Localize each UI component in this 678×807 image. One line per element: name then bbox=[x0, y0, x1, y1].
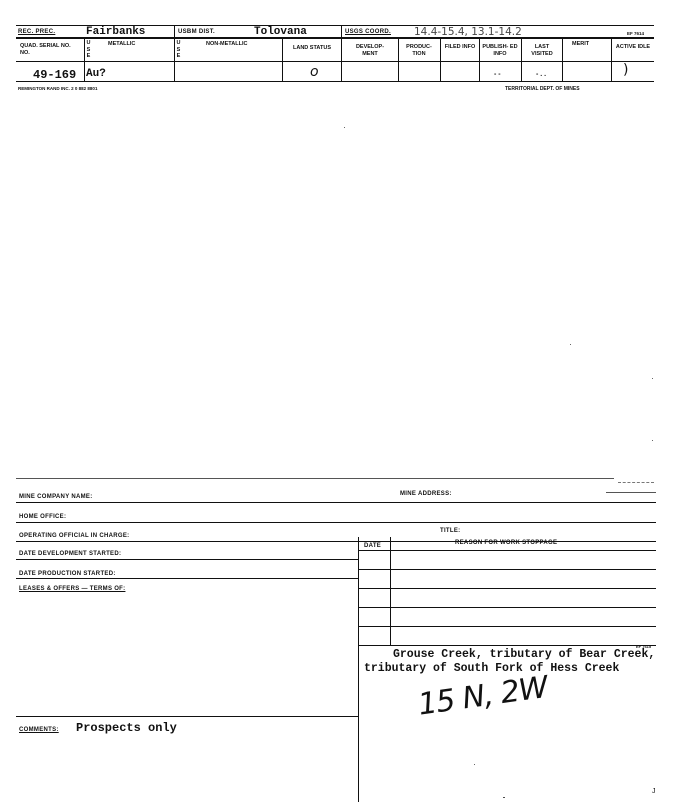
usgs-coord-value: 14.4-15.4, 13.1-14.2 bbox=[414, 26, 522, 38]
form-code: EF 7614 bbox=[627, 31, 645, 36]
date-development-label: DATE DEVELOPMENT STARTED: bbox=[19, 551, 122, 557]
usgs-coord-label: USGS COORD. bbox=[345, 29, 391, 35]
col-filed-info: FILED INFO bbox=[444, 44, 476, 50]
location-line-1: Grouse Creek, tributary of Bear Creek, bbox=[393, 648, 656, 661]
reason-column-header: REASON FOR WORK STOPPAGE bbox=[455, 540, 558, 546]
metallic-value: Au? bbox=[86, 68, 106, 80]
published-info-value: - - bbox=[494, 71, 501, 78]
col-use-nonmetallic: U S E bbox=[176, 40, 181, 59]
col-merit: MERIT bbox=[572, 41, 590, 47]
comments-value: Prospects only bbox=[76, 721, 177, 735]
col-land-status: LAND STATUS bbox=[293, 45, 331, 51]
date-column-header: DATE bbox=[364, 543, 382, 549]
usbm-dist-label: USBM DIST. bbox=[178, 29, 216, 35]
mine-company-name-label: MINE COMPANY NAME: bbox=[19, 494, 93, 500]
operating-official-label: OPERATING OFFICIAL IN CHARGE: bbox=[19, 533, 130, 539]
col-development: DEVELOP- MENT bbox=[355, 44, 385, 57]
col-active-idle: ACTIVE IDLE bbox=[615, 44, 651, 50]
printer-imprint: REMINGTON RAND INC. 2 0 882 8801 bbox=[18, 86, 98, 91]
col-nonmetallic: NON-METALLIC bbox=[206, 41, 248, 47]
land-status-value: o bbox=[310, 64, 319, 80]
col-published-info: PUBLISH- ED INFO bbox=[482, 44, 518, 57]
active-idle-value: ) bbox=[623, 62, 629, 78]
rec-prec-value: Fairbanks bbox=[86, 26, 146, 38]
quad-serial-value: 49-169 bbox=[33, 68, 77, 82]
col-metallic: METALLIC bbox=[108, 41, 136, 47]
col-quad-serial: QUAD. SERIAL NO. NO. bbox=[20, 43, 71, 56]
rec-prec-label: REC. PREC. bbox=[18, 29, 56, 35]
form-code-small: EF 7615 bbox=[636, 644, 652, 649]
title-label: TITLE: bbox=[440, 528, 461, 534]
usbm-dist-value: Tolovana bbox=[254, 26, 307, 38]
comments-label: COMMENTS: bbox=[19, 727, 59, 733]
mine-address-label: MINE ADDRESS: bbox=[400, 491, 452, 497]
col-last-visited: LAST VISITED bbox=[531, 44, 553, 57]
handwritten-township: 15 N, 2W bbox=[416, 669, 550, 723]
department-imprint: TERRITORIAL DEPT. OF MINES bbox=[505, 86, 580, 92]
location-line-2: tributary of South Fork of Hess Creek bbox=[364, 662, 620, 675]
leases-label: LEASES & OFFERS — TERMS OF: bbox=[19, 586, 126, 592]
home-office-label: HOME OFFICE: bbox=[19, 514, 67, 520]
col-production: PRODUC- TION bbox=[406, 44, 432, 57]
last-visited-value: - . . bbox=[536, 71, 547, 78]
col-use-metallic: U S E bbox=[86, 40, 91, 59]
date-production-label: DATE PRODUCTION STARTED: bbox=[19, 571, 116, 577]
